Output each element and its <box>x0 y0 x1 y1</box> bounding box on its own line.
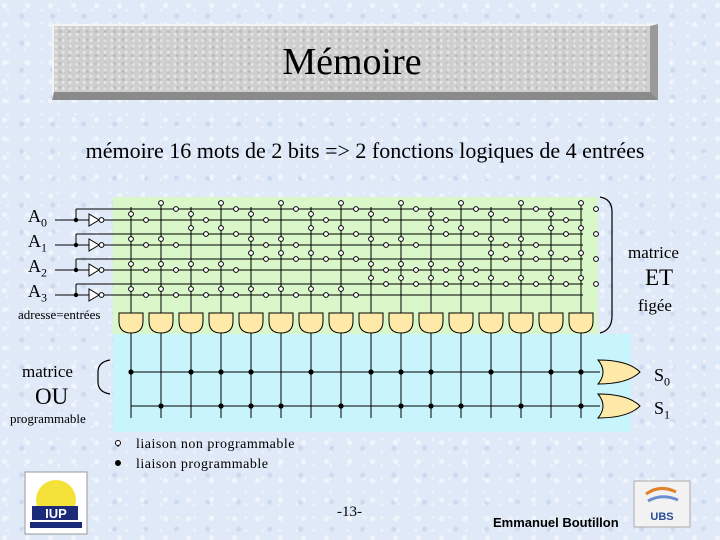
and-link-node <box>384 218 389 223</box>
and-link-node <box>279 251 284 256</box>
and-link-node <box>414 268 419 273</box>
and-link-node <box>294 293 299 298</box>
and-link-node <box>234 232 239 237</box>
and-link-node <box>594 232 599 237</box>
or-link-node <box>158 403 163 408</box>
or-matrix-brace <box>98 360 110 394</box>
legend-programmable-text: liaison programmable <box>136 457 269 472</box>
and-gate-icon <box>359 313 383 333</box>
and-link-node <box>399 276 404 281</box>
and-link-node <box>549 251 554 256</box>
and-link-node <box>519 201 524 206</box>
and-link-node <box>159 201 164 206</box>
and-link-node <box>174 207 179 212</box>
or-link-node <box>308 369 313 374</box>
and-link-node <box>354 293 359 298</box>
and-link-node <box>384 282 389 287</box>
and-link-node <box>414 207 419 212</box>
and-link-node <box>294 207 299 212</box>
inverter-bubble <box>99 218 104 223</box>
and-link-node <box>459 262 464 267</box>
and-link-node <box>429 276 434 281</box>
and-link-node <box>474 282 479 287</box>
and-link-node <box>429 262 434 267</box>
and-link-node <box>444 232 449 237</box>
or-matrix-label-line3: programmable <box>10 411 86 426</box>
and-gate-icon <box>509 313 533 333</box>
and-link-node <box>309 251 314 256</box>
and-link-node <box>309 287 314 292</box>
and-link-node <box>339 287 344 292</box>
and-link-node <box>324 257 329 262</box>
and-link-node <box>294 243 299 248</box>
and-link-node <box>564 282 569 287</box>
and-link-node <box>174 243 179 248</box>
and-link-node <box>144 293 149 298</box>
and-link-node <box>234 207 239 212</box>
and-link-node <box>279 237 284 242</box>
or-link-node <box>188 369 193 374</box>
and-link-node <box>564 218 569 223</box>
and-gate-icon <box>149 313 173 333</box>
iup-logo <box>25 472 87 534</box>
and-link-node <box>189 212 194 217</box>
and-link-node <box>414 243 419 248</box>
and-link-node <box>324 218 329 223</box>
and-link-node <box>549 276 554 281</box>
and-link-node <box>429 212 434 217</box>
and-gate-icon <box>479 313 503 333</box>
and-link-node <box>129 262 134 267</box>
and-link-node <box>339 201 344 206</box>
and-link-node <box>249 251 254 256</box>
and-link-node <box>234 293 239 298</box>
and-link-node <box>369 212 374 217</box>
and-link-node <box>144 243 149 248</box>
and-link-node <box>489 237 494 242</box>
and-link-node <box>369 262 374 267</box>
and-link-node <box>159 287 164 292</box>
and-link-node <box>339 226 344 231</box>
and-link-node <box>219 201 224 206</box>
and-link-node <box>324 232 329 237</box>
and-link-node <box>384 268 389 273</box>
author-name: Emmanuel Boutillon <box>493 515 619 530</box>
and-link-node <box>144 218 149 223</box>
and-gate-icon <box>239 313 263 333</box>
or-link-node <box>398 403 403 408</box>
and-link-node <box>219 287 224 292</box>
and-link-node <box>264 243 269 248</box>
and-matrix-label-line3: figée <box>638 296 672 315</box>
or-link-node <box>128 369 133 374</box>
and-link-node <box>594 282 599 287</box>
and-link-node <box>444 268 449 273</box>
and-link-node <box>459 201 464 206</box>
and-link-node <box>279 287 284 292</box>
or-link-node <box>428 369 433 374</box>
and-link-node <box>159 262 164 267</box>
address-caption: adresse=entrées <box>18 307 101 322</box>
and-link-node <box>504 282 509 287</box>
and-link-node <box>519 276 524 281</box>
and-link-node <box>564 257 569 262</box>
slide-subtitle: mémoire 16 mots de 2 bits => 2 fonctions logiques de 4 entrées <box>85 138 645 163</box>
and-link-node <box>219 226 224 231</box>
and-link-node <box>249 287 254 292</box>
and-link-node <box>324 293 329 298</box>
inverter-icon <box>89 289 99 301</box>
ubs-logo <box>634 481 690 527</box>
and-gate-icon <box>539 313 563 333</box>
and-link-node <box>579 251 584 256</box>
inverter-icon <box>89 264 99 276</box>
page-number: -13- <box>337 504 362 520</box>
and-link-node <box>444 218 449 223</box>
inverter-bubble <box>99 243 104 248</box>
and-matrix-label-line2: ET <box>645 265 674 290</box>
and-link-node <box>534 243 539 248</box>
and-matrix-brace <box>600 197 612 333</box>
and-link-node <box>339 251 344 256</box>
and-gate-icon <box>119 313 143 333</box>
and-link-node <box>309 212 314 217</box>
and-link-node <box>399 262 404 267</box>
and-link-node <box>354 232 359 237</box>
address-label-a0: $A_0$ <box>28 206 47 230</box>
and-gate-icon <box>299 313 323 333</box>
or-link-node <box>548 369 553 374</box>
and-link-node <box>354 207 359 212</box>
and-link-node <box>444 282 449 287</box>
and-link-node <box>144 268 149 273</box>
svg-text:IUP: IUP <box>45 506 67 521</box>
or-link-node <box>218 369 223 374</box>
output-label-s1: $S_1$ <box>654 398 671 422</box>
or-matrix-label-line1: matrice <box>22 362 73 381</box>
and-link-node <box>504 218 509 223</box>
or-link-node <box>338 403 343 408</box>
and-link-node <box>594 257 599 262</box>
and-link-node <box>474 268 479 273</box>
and-link-node <box>579 226 584 231</box>
and-link-node <box>174 293 179 298</box>
and-gate-icon <box>419 313 443 333</box>
and-link-node <box>489 276 494 281</box>
and-link-node <box>219 262 224 267</box>
or-link-node <box>218 403 223 408</box>
and-gate-icon <box>209 313 233 333</box>
and-link-node <box>384 243 389 248</box>
and-link-node <box>204 232 209 237</box>
or-link-node <box>398 369 403 374</box>
and-link-node <box>129 237 134 242</box>
and-link-node <box>564 232 569 237</box>
and-link-node <box>234 268 239 273</box>
and-link-node <box>429 226 434 231</box>
and-gate-icon <box>449 313 473 333</box>
and-link-node <box>249 237 254 242</box>
and-gate-icon <box>179 313 203 333</box>
or-link-node <box>578 369 583 374</box>
or-matrix-label-line2: OU <box>35 384 69 409</box>
or-link-node <box>248 403 253 408</box>
and-link-node <box>579 201 584 206</box>
and-link-node <box>504 243 509 248</box>
or-link-node <box>488 369 493 374</box>
and-link-node <box>489 251 494 256</box>
and-link-node <box>294 257 299 262</box>
and-link-node <box>189 226 194 231</box>
and-link-node <box>129 287 134 292</box>
and-gate-icon <box>269 313 293 333</box>
and-link-node <box>369 237 374 242</box>
and-link-node <box>369 276 374 281</box>
and-link-node <box>474 207 479 212</box>
and-link-node <box>189 287 194 292</box>
or-link-node <box>248 369 253 374</box>
svg-text:UBS: UBS <box>650 511 674 523</box>
and-gate-icon <box>329 313 353 333</box>
legend-programmable-icon <box>116 461 121 466</box>
address-label-a3: $A_3$ <box>28 281 47 305</box>
and-link-node <box>204 218 209 223</box>
output-label-s0: $S_0$ <box>654 365 671 389</box>
and-link-node <box>549 212 554 217</box>
and-link-node <box>399 237 404 242</box>
and-link-node <box>459 226 464 231</box>
slide-title: Mémoire <box>282 41 422 83</box>
and-link-node <box>459 276 464 281</box>
and-link-node <box>534 282 539 287</box>
and-link-node <box>354 257 359 262</box>
and-link-node <box>579 276 584 281</box>
and-link-node <box>399 201 404 206</box>
or-link-node <box>368 369 373 374</box>
and-link-node <box>264 293 269 298</box>
or-link-node <box>278 403 283 408</box>
and-link-node <box>159 237 164 242</box>
and-link-node <box>549 226 554 231</box>
and-link-node <box>264 257 269 262</box>
address-label-a2: $A_2$ <box>28 256 47 280</box>
inverter-icon <box>89 214 99 226</box>
and-link-node <box>489 212 494 217</box>
or-link-node <box>578 403 583 408</box>
legend-non-programmable-icon <box>116 441 121 448</box>
and-link-node <box>309 226 314 231</box>
and-link-node <box>174 268 179 273</box>
inverter-bubble <box>99 293 104 298</box>
or-gate-icon <box>598 394 640 418</box>
and-link-node <box>264 218 269 223</box>
or-link-node <box>428 403 433 408</box>
and-link-node <box>519 251 524 256</box>
and-link-node <box>279 201 284 206</box>
and-link-node <box>249 212 254 217</box>
and-gate-icon <box>569 313 593 333</box>
or-link-node <box>518 403 523 408</box>
and-link-node <box>474 232 479 237</box>
inverter-icon <box>89 239 99 251</box>
and-link-node <box>534 207 539 212</box>
and-gate-icon <box>389 313 413 333</box>
address-label-a1: $A_1$ <box>28 231 47 255</box>
and-link-node <box>129 212 134 217</box>
legend-non-programmable-text: liaison non programmable <box>136 437 295 452</box>
and-link-node <box>204 268 209 273</box>
and-matrix-label-line1: matrice <box>628 243 679 262</box>
and-link-node <box>594 207 599 212</box>
and-link-node <box>534 257 539 262</box>
inverter-bubble <box>99 268 104 273</box>
and-link-node <box>204 293 209 298</box>
or-link-node <box>458 403 463 408</box>
and-link-node <box>519 237 524 242</box>
and-link-node <box>189 262 194 267</box>
or-gate-icon <box>598 360 640 384</box>
and-link-node <box>414 282 419 287</box>
and-link-node <box>504 257 509 262</box>
